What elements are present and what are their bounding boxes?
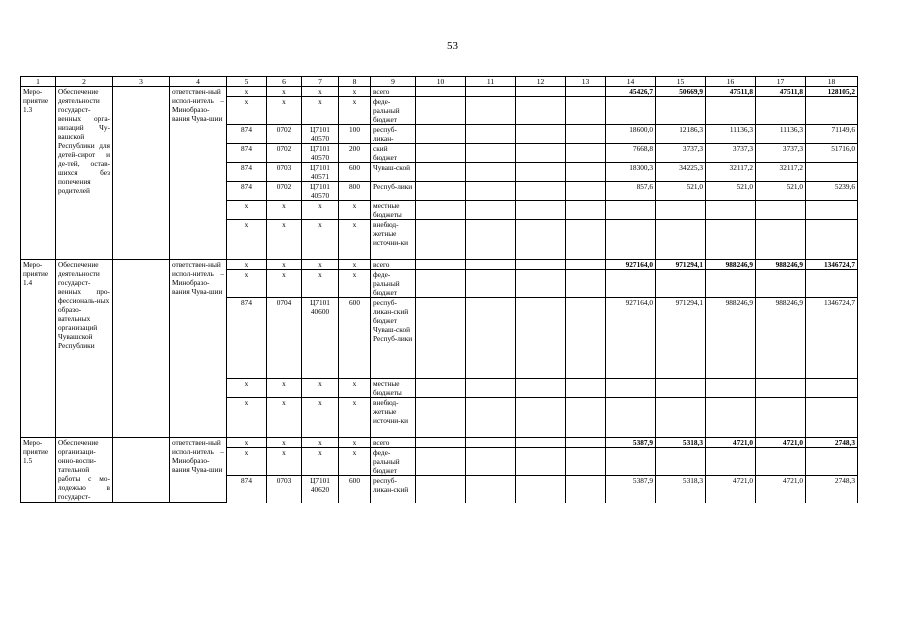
empty-year-cell [416,448,466,476]
amount-cell: 927164,0 [606,260,656,270]
code-section: 0703 [267,163,302,182]
header-cell: 14 [606,77,656,87]
funding-source: феде-ральный бюджет [371,270,416,298]
empty-year-cell [466,438,516,448]
empty-year-cell [416,298,466,379]
header-cell: 8 [339,77,371,87]
amount-cell [806,220,858,260]
code-grbs: x [227,448,267,476]
amount-cell: 18600,0 [606,125,656,144]
amount-cell: 927164,0 [606,298,656,379]
code-section: x [267,97,302,125]
amount-cell [706,270,756,298]
header-cell: 16 [706,77,756,87]
funding-source: внебюд-жетные источни-ки [371,398,416,438]
amount-cell [656,201,706,220]
code-expense-type: x [339,97,371,125]
code-grbs: x [227,270,267,298]
empty-year-cell [566,201,606,220]
amount-cell: 5239,6 [806,182,858,201]
empty-year-cell [466,260,516,270]
header-cell: 18 [806,77,858,87]
amount-cell: 4721,0 [706,438,756,448]
amount-cell: 3737,3 [706,144,756,163]
code-expense-type: x [339,398,371,438]
empty-year-cell [566,448,606,476]
funding-source: феде-ральный бюджет [371,97,416,125]
funding-source: ский бюджет [371,144,416,163]
empty-year-cell [466,97,516,125]
empty-year-cell [416,125,466,144]
amount-cell: 47511,8 [756,87,806,97]
code-target: Ц7101 40570 [302,125,339,144]
code-expense-type: x [339,379,371,398]
empty-year-cell [466,220,516,260]
header-row [21,77,858,87]
code-expense-type: x [339,438,371,448]
code-target: Ц7101 40571 [302,163,339,182]
amount-cell: 3737,3 [756,144,806,163]
amount-cell: 971294,1 [656,298,706,379]
empty-year-cell [566,438,606,448]
code-grbs: x [227,201,267,220]
empty-year-cell [516,438,566,448]
code-grbs: 874 [227,298,267,379]
amount-cell [806,97,858,125]
header-cell: 7 [302,77,339,87]
amount-cell: 32117,2 [706,163,756,182]
amount-cell: 1346724,7 [806,260,858,270]
amount-cell [656,379,706,398]
amount-cell: 3737,3 [656,144,706,163]
empty-year-cell [416,220,466,260]
code-section: x [267,220,302,260]
amount-cell: 47511,8 [706,87,756,97]
funding-source: респуб-ликан-ский [371,476,416,503]
code-section: x [267,87,302,97]
code-section: x [267,398,302,438]
header-cell: 4 [170,77,227,87]
code-target: x [302,398,339,438]
code-grbs: x [227,220,267,260]
empty-year-cell [466,125,516,144]
amount-cell [656,97,706,125]
empty-year-cell [566,125,606,144]
code-section: x [267,438,302,448]
amount-cell [706,448,756,476]
amount-cell: 4721,0 [756,438,806,448]
amount-cell: 521,0 [706,182,756,201]
empty-year-cell [516,201,566,220]
amount-cell: 11136,3 [706,125,756,144]
code-target: x [302,201,339,220]
empty-year-cell [416,144,466,163]
amount-cell [706,379,756,398]
code-expense-type: x [339,201,371,220]
empty-year-cell [466,201,516,220]
empty-year-cell [516,97,566,125]
empty-year-cell [466,476,516,503]
empty-year-cell [516,220,566,260]
empty-year-cell [566,398,606,438]
amount-cell [606,398,656,438]
header-cell: 12 [516,77,566,87]
amount-cell [606,97,656,125]
amount-cell: 71149,6 [806,125,858,144]
amount-cell: 18300,3 [606,163,656,182]
header-cell: 1 [21,77,56,87]
header-cell: 3 [113,77,170,87]
measure-label: Меро-приятие 1.5 [21,438,56,503]
amount-cell: 12186,3 [656,125,706,144]
measure-responsible: ответствен-ный испол-нитель – Минобразо-вания Чува-шии [170,260,227,438]
funding-source: респуб-ликан- [371,125,416,144]
empty-year-cell [566,182,606,201]
header-cell: 9 [371,77,416,87]
code-expense-type: 800 [339,182,371,201]
header-cell: 10 [416,77,466,87]
amount-cell [756,97,806,125]
amount-cell [656,448,706,476]
amount-cell: 521,0 [656,182,706,201]
code-expense-type: x [339,220,371,260]
amount-cell [706,398,756,438]
code-target: x [302,260,339,270]
empty-year-cell [516,398,566,438]
code-expense-type: 600 [339,298,371,379]
amount-cell [806,398,858,438]
code-section: x [267,379,302,398]
code-grbs: x [227,97,267,125]
measure-name: Обеспечение деятельности государст-венных про-фессиональ-ных образо-вательных организаций Чувашской Республики [56,260,113,438]
table-row [21,87,858,97]
empty-year-cell [466,144,516,163]
measure-responsible: ответствен-ный испол-нитель – Минобразо-вания Чува-шии [170,87,227,260]
table-row [21,438,858,448]
funding-source: феде-ральный бюджет [371,448,416,476]
funding-source: местные бюджеты [371,379,416,398]
empty-year-cell [416,182,466,201]
empty-year-cell [466,379,516,398]
measure-label: Меро-приятие 1.3 [21,87,56,260]
empty-year-cell [516,182,566,201]
empty-cell [113,260,170,438]
amount-cell: 4721,0 [706,476,756,503]
measure-label: Меро-приятие 1.4 [21,260,56,438]
amount-cell: 988246,9 [756,298,806,379]
header-cell: 15 [656,77,706,87]
amount-cell: 2748,3 [806,476,858,503]
empty-year-cell [516,476,566,503]
amount-cell: 2748,3 [806,438,858,448]
empty-year-cell [416,270,466,298]
funding-source: местные бюджеты [371,201,416,220]
code-section: 0702 [267,144,302,163]
empty-year-cell [416,476,466,503]
amount-cell: 521,0 [756,182,806,201]
code-section: x [267,270,302,298]
header-cell: 5 [227,77,267,87]
measure-name: Обеспечение деятельности государст-венных орга-низаций Чу-вашской Республики для детей-сирот и де-тей, остав-шихся без попечения родителей [56,87,113,260]
amount-cell [606,201,656,220]
code-target: x [302,448,339,476]
empty-year-cell [416,398,466,438]
code-section: 0704 [267,298,302,379]
empty-year-cell [466,298,516,379]
empty-year-cell [566,97,606,125]
amount-cell: 32117,2 [756,163,806,182]
amount-cell: 857,6 [606,182,656,201]
code-expense-type: 600 [339,163,371,182]
empty-year-cell [566,220,606,260]
code-grbs: x [227,260,267,270]
empty-year-cell [516,260,566,270]
empty-cell [113,87,170,260]
amount-cell [806,163,858,182]
funding-source: всего [371,87,416,97]
empty-year-cell [566,270,606,298]
empty-year-cell [516,163,566,182]
amount-cell [606,220,656,260]
empty-year-cell [416,379,466,398]
code-expense-type: x [339,260,371,270]
code-section: 0702 [267,125,302,144]
amount-cell [606,379,656,398]
amount-cell: 988246,9 [756,260,806,270]
empty-year-cell [566,87,606,97]
code-grbs: x [227,87,267,97]
amount-cell [806,201,858,220]
amount-cell [706,220,756,260]
empty-year-cell [566,298,606,379]
empty-year-cell [516,144,566,163]
empty-year-cell [466,270,516,298]
empty-year-cell [466,448,516,476]
code-target: x [302,438,339,448]
empty-year-cell [466,182,516,201]
code-expense-type: x [339,448,371,476]
empty-year-cell [566,260,606,270]
code-section: x [267,448,302,476]
amount-cell: 988246,9 [706,298,756,379]
funding-source: Чуваш-ской [371,163,416,182]
empty-year-cell [466,398,516,438]
empty-year-cell [516,87,566,97]
amount-cell: 5318,3 [656,438,706,448]
empty-year-cell [516,448,566,476]
amount-cell [756,379,806,398]
code-grbs: x [227,438,267,448]
amount-cell [706,97,756,125]
amount-cell: 5318,3 [656,476,706,503]
amount-cell [656,398,706,438]
amount-cell: 11136,3 [756,125,806,144]
amount-cell [606,448,656,476]
code-target: x [302,379,339,398]
empty-year-cell [566,379,606,398]
empty-year-cell [466,87,516,97]
header-cell: 2 [56,77,113,87]
empty-year-cell [466,163,516,182]
code-target: Ц7101 40600 [302,298,339,379]
amount-cell [806,448,858,476]
empty-year-cell [516,298,566,379]
code-target: x [302,87,339,97]
empty-year-cell [416,87,466,97]
header-cell: 6 [267,77,302,87]
amount-cell [756,270,806,298]
funding-source: всего [371,438,416,448]
amount-cell: 51716,0 [806,144,858,163]
funding-source: респуб-ликан-ский бюджет Чуваш-ской Респуб-лики [371,298,416,379]
code-section: x [267,260,302,270]
code-expense-type: 200 [339,144,371,163]
amount-cell [756,398,806,438]
amount-cell [656,270,706,298]
empty-cell [113,438,170,503]
code-section: 0702 [267,182,302,201]
code-target: x [302,220,339,260]
amount-cell [656,220,706,260]
amount-cell: 50669,9 [656,87,706,97]
empty-year-cell [416,260,466,270]
code-section: 0703 [267,476,302,503]
amount-cell: 128105,2 [806,87,858,97]
amount-cell: 5387,9 [606,476,656,503]
code-grbs: x [227,398,267,438]
empty-year-cell [416,201,466,220]
code-grbs: 874 [227,476,267,503]
amount-cell: 4721,0 [756,476,806,503]
code-grbs: 874 [227,163,267,182]
code-expense-type: x [339,270,371,298]
amount-cell [756,448,806,476]
code-target: Ц7101 40570 [302,144,339,163]
code-grbs: x [227,379,267,398]
amount-cell: 971294,1 [656,260,706,270]
amount-cell [606,270,656,298]
funding-source: Респуб-лики [371,182,416,201]
header-cell: 13 [566,77,606,87]
code-target: Ц7101 40620 [302,476,339,503]
measure-responsible: ответствен-ный испол-нитель – Минобразо-вания Чува-шии [170,438,227,503]
empty-year-cell [416,163,466,182]
amount-cell: 45426,7 [606,87,656,97]
budget-table [20,76,858,503]
empty-year-cell [566,163,606,182]
header-cell: 17 [756,77,806,87]
code-grbs: 874 [227,182,267,201]
empty-year-cell [516,125,566,144]
code-target: x [302,270,339,298]
table-row [21,260,858,270]
amount-cell: 1346724,7 [806,298,858,379]
amount-cell [806,270,858,298]
funding-source: всего [371,260,416,270]
page-number: 53 [447,40,458,52]
amount-cell [706,201,756,220]
amount-cell: 5387,9 [606,438,656,448]
code-grbs: 874 [227,144,267,163]
header-cell: 11 [466,77,516,87]
code-grbs: 874 [227,125,267,144]
amount-cell: 988246,9 [706,260,756,270]
amount-cell [756,201,806,220]
empty-year-cell [566,144,606,163]
empty-year-cell [516,270,566,298]
amount-cell: 7668,8 [606,144,656,163]
measure-name: Обеспечение организаци-онно-воспи-тательной работы с мо-лодежью в государст- [56,438,113,503]
empty-year-cell [516,379,566,398]
amount-cell [756,220,806,260]
code-expense-type: 100 [339,125,371,144]
code-expense-type: 600 [339,476,371,503]
funding-source: внебюд-жетные источни-ки [371,220,416,260]
code-target: Ц7101 40570 [302,182,339,201]
empty-year-cell [416,438,466,448]
amount-cell: 34225,3 [656,163,706,182]
code-expense-type: x [339,87,371,97]
amount-cell [806,379,858,398]
code-target: x [302,97,339,125]
code-section: x [267,201,302,220]
empty-year-cell [416,97,466,125]
empty-year-cell [566,476,606,503]
